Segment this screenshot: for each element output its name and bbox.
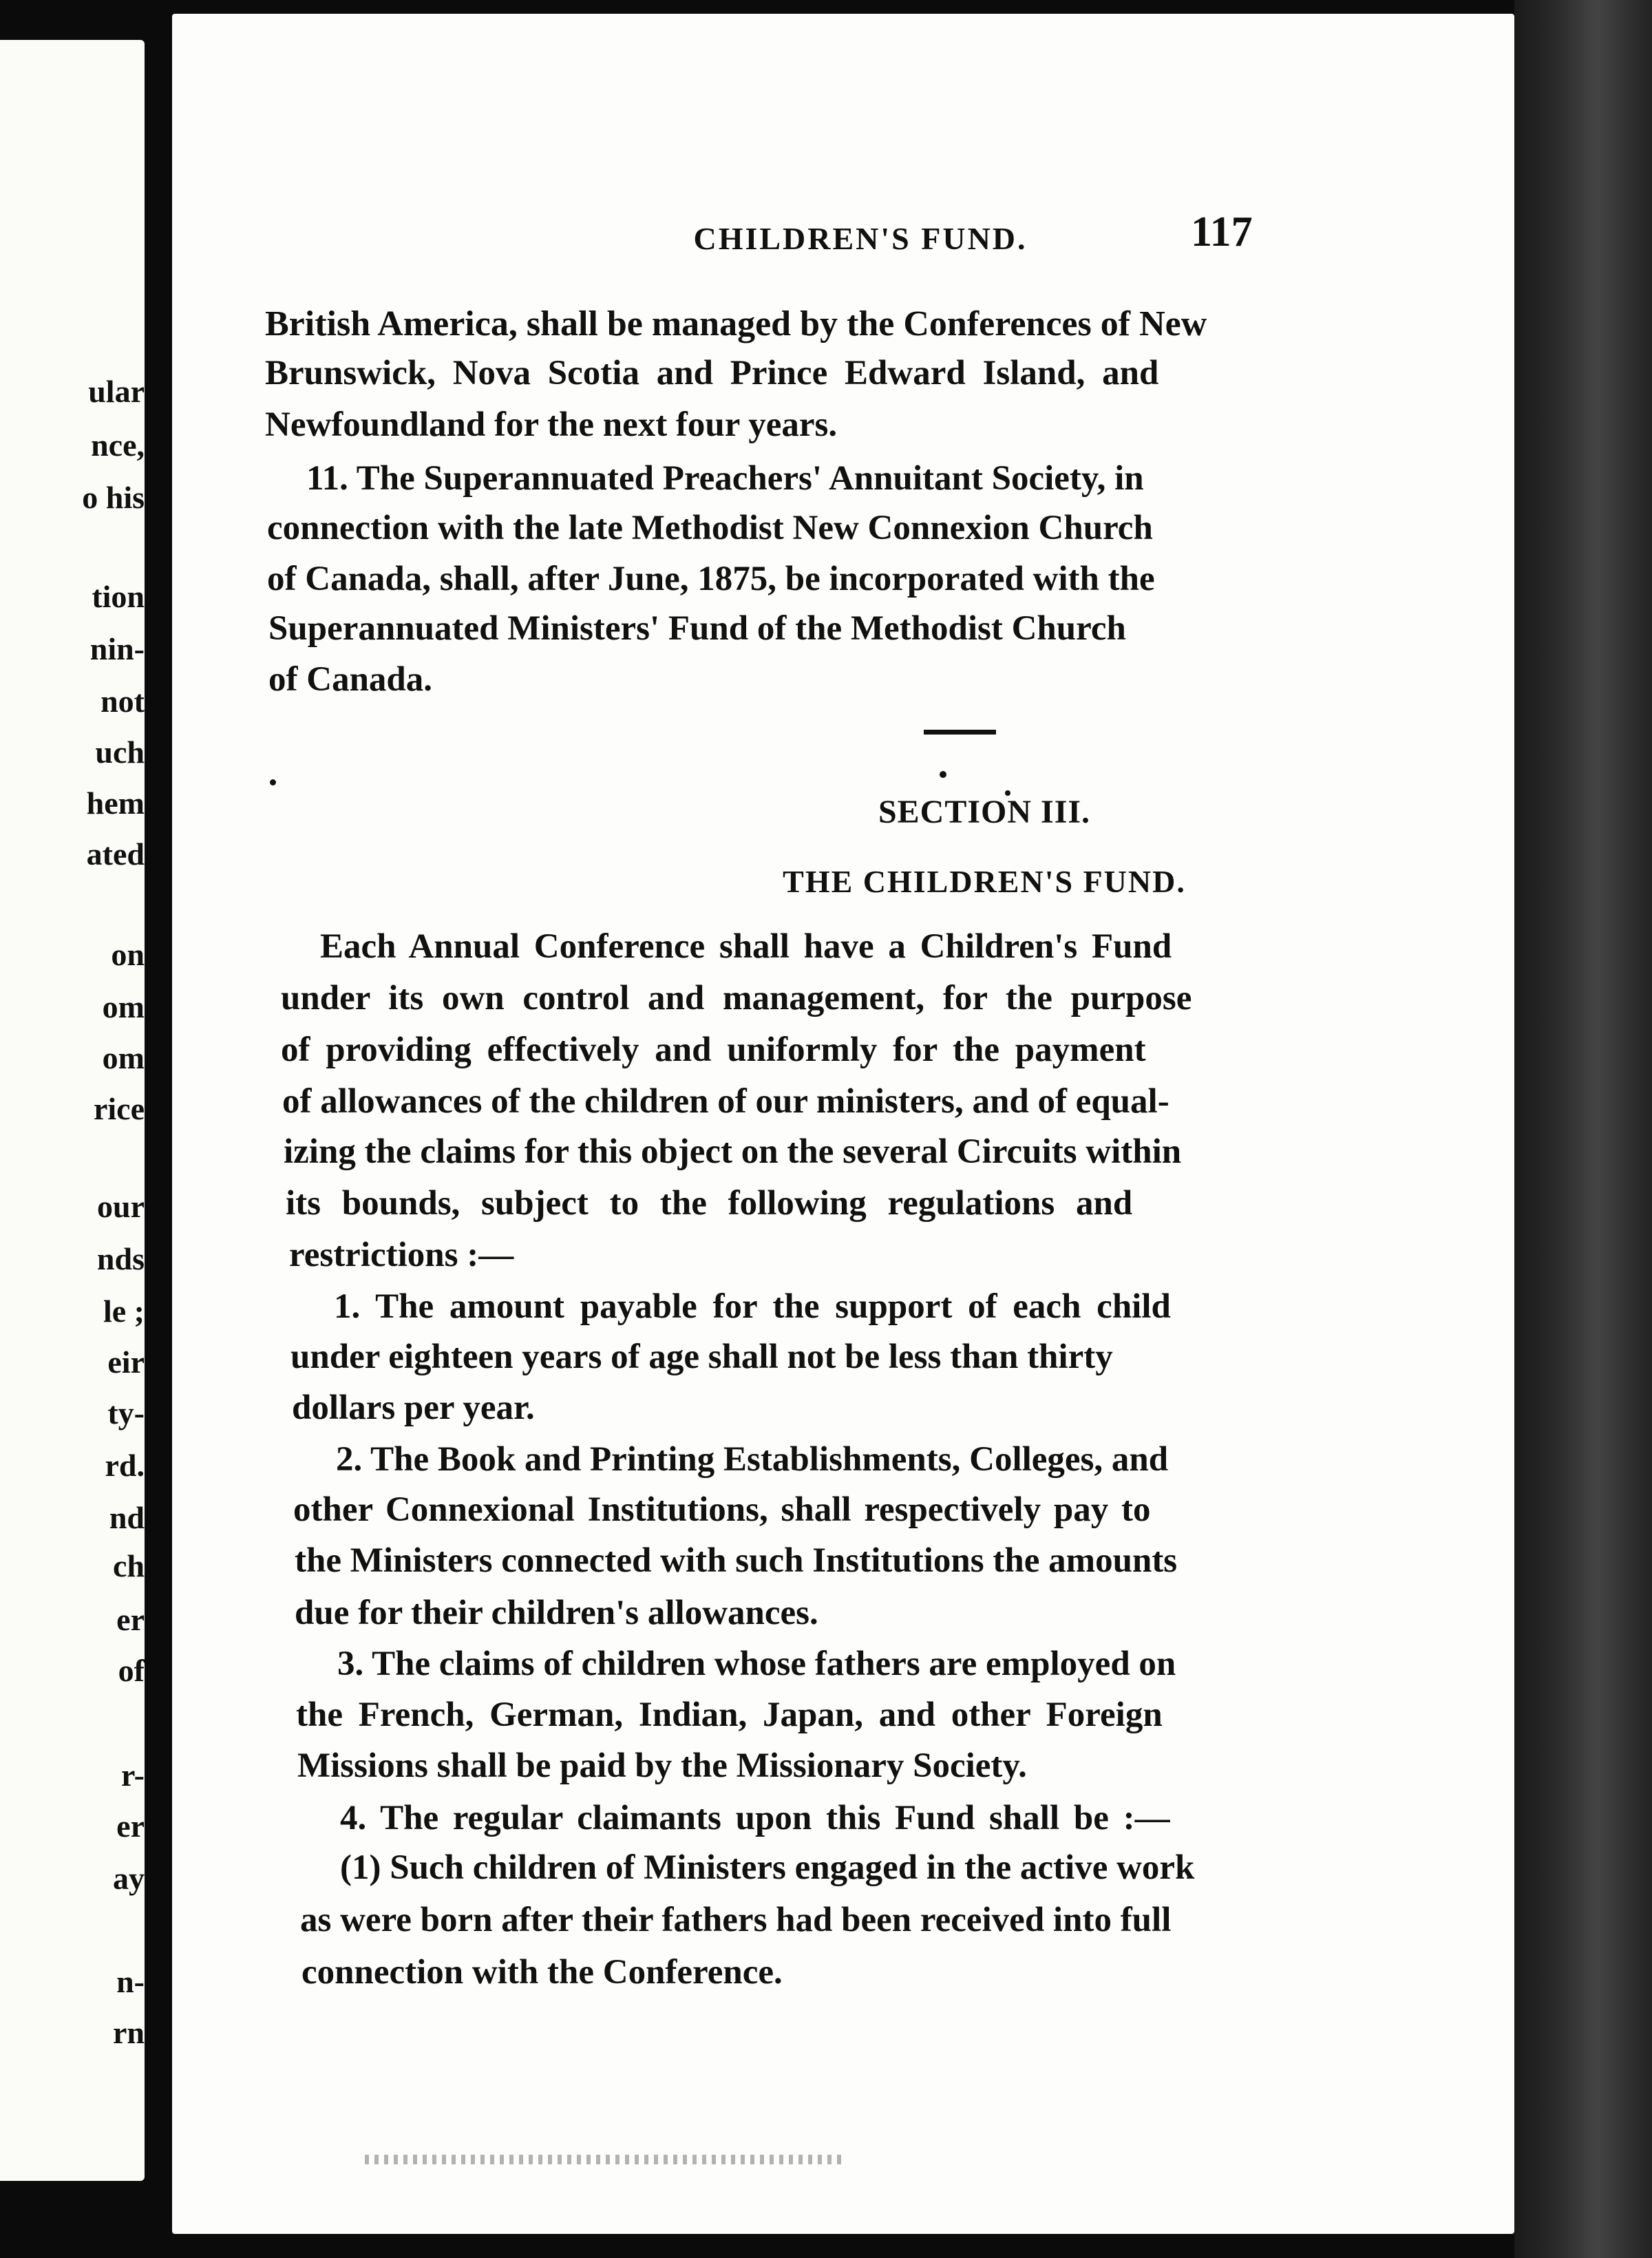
text-line: of Canada. <box>268 660 433 699</box>
ink-speck <box>270 779 276 785</box>
left-page-fragment: rd. <box>105 1448 145 1483</box>
text-line: of Canada, shall, after June, 1875, be incorporated with the <box>267 560 1155 598</box>
left-page-fragment: ular <box>88 374 145 409</box>
left-page-fragment: r- <box>120 1758 145 1793</box>
left-page-fragment: om <box>102 989 145 1024</box>
text-line: connection with the late Methodist New Connexion Church <box>267 509 1153 547</box>
text-line: 11. The Superannuated Preachers' Annuitant Society, in <box>306 459 1144 498</box>
text-line: under eighteen years of age shall not be less than thirty <box>290 1338 1113 1376</box>
text-line: dollars per year. <box>292 1389 535 1427</box>
text-line: Each Annual Conference shall have a Children's Fund <box>320 927 1172 966</box>
text-line: of providing effectively and uniformly for the payment <box>281 1031 1146 1069</box>
left-page-fragment: nin- <box>89 631 145 666</box>
book-edge <box>1514 0 1652 2258</box>
fund-heading: THE CHILDREN'S FUND. <box>783 864 1186 899</box>
text-line: connection with the Conference. <box>301 1953 783 1992</box>
text-line: 4. The regular claimants upon this Fund shall be :— <box>340 1799 1170 1837</box>
text-line: Brunswick, Nova Scotia and Prince Edward Island, and <box>265 354 1159 392</box>
text-line: Missions shall be paid by the Missionary Society. <box>297 1747 1027 1785</box>
left-page-fragment: n- <box>116 1964 145 1999</box>
text-line: its bounds, subject to the following regulations and <box>286 1184 1133 1223</box>
text-line: British America, shall be managed by the Conferences of New <box>265 304 1207 344</box>
left-page-fragment: o his <box>82 480 145 515</box>
left-page-fragment: tion <box>92 579 145 614</box>
left-page-fragment: le ; <box>103 1294 145 1329</box>
left-page-fragment: on <box>111 937 145 972</box>
page-number: 117 <box>1191 209 1253 255</box>
bleed-through-marks <box>365 2155 847 2164</box>
left-page-fragment: er <box>116 1808 145 1844</box>
left-page-fragment: hem <box>86 785 145 821</box>
text-line: due for their children's allowances. <box>295 1594 818 1632</box>
text-line: other Connexional Institutions, shall respectively pay to <box>293 1490 1151 1529</box>
text-line: as were born after their fathers had been received into full <box>300 1901 1172 1939</box>
left-page-fragment: nd <box>109 1500 145 1535</box>
left-page-fragment: rice <box>93 1091 145 1126</box>
left-page-fragment: eir <box>107 1344 145 1380</box>
text-line: the Ministers connected with such Institutions the amounts <box>295 1541 1178 1580</box>
section-divider <box>924 730 996 735</box>
text-line: Superannuated Ministers' Fund of the Methodist Church <box>268 609 1126 648</box>
text-line: restrictions :— <box>289 1236 514 1274</box>
text-line: 1. The amount payable for the support of each child <box>334 1287 1171 1326</box>
text-line: under its own control and management, for the purpose <box>281 979 1192 1017</box>
left-page-fragment: ay <box>113 1861 145 1896</box>
text-line: izing the claims for this object on the several Circuits within <box>284 1132 1182 1171</box>
left-page-fragment: om <box>102 1040 145 1075</box>
running-title: CHILDREN'S FUND. <box>693 221 1028 256</box>
left-page-fragment: uch <box>95 735 145 770</box>
left-page-fragment: not <box>100 684 145 719</box>
left-page-fragment: of <box>118 1653 145 1688</box>
section-heading: SECTION III. <box>878 794 1091 830</box>
text-line: 3. The claims of children whose fathers are employed on <box>337 1645 1176 1683</box>
text-line: of allowances of the children of our ministers, and of equal- <box>282 1082 1169 1121</box>
left-page-fragment: nds <box>96 1241 145 1276</box>
book-page <box>172 14 1514 2234</box>
left-page-fragment: ated <box>86 836 145 872</box>
left-page-fragment: ty- <box>107 1395 145 1431</box>
text-line: 2. The Book and Printing Establishments, Colleges, and <box>336 1440 1169 1479</box>
text-line: the French, German, Indian, Japan, and other Foreign <box>296 1696 1163 1734</box>
left-page-fragment: rn <box>113 2015 145 2050</box>
left-page-fragment: our <box>97 1189 145 1224</box>
text-line: (1) Such children of Ministers engaged in the active work <box>340 1848 1195 1887</box>
previous-page-edge <box>0 40 145 2181</box>
left-page-fragment: nce, <box>91 428 145 463</box>
left-page-fragment: ch <box>113 1548 145 1583</box>
ink-speck <box>940 771 946 778</box>
left-page-fragment: er <box>116 1602 145 1637</box>
text-line: Newfoundland for the next four years. <box>265 405 838 444</box>
